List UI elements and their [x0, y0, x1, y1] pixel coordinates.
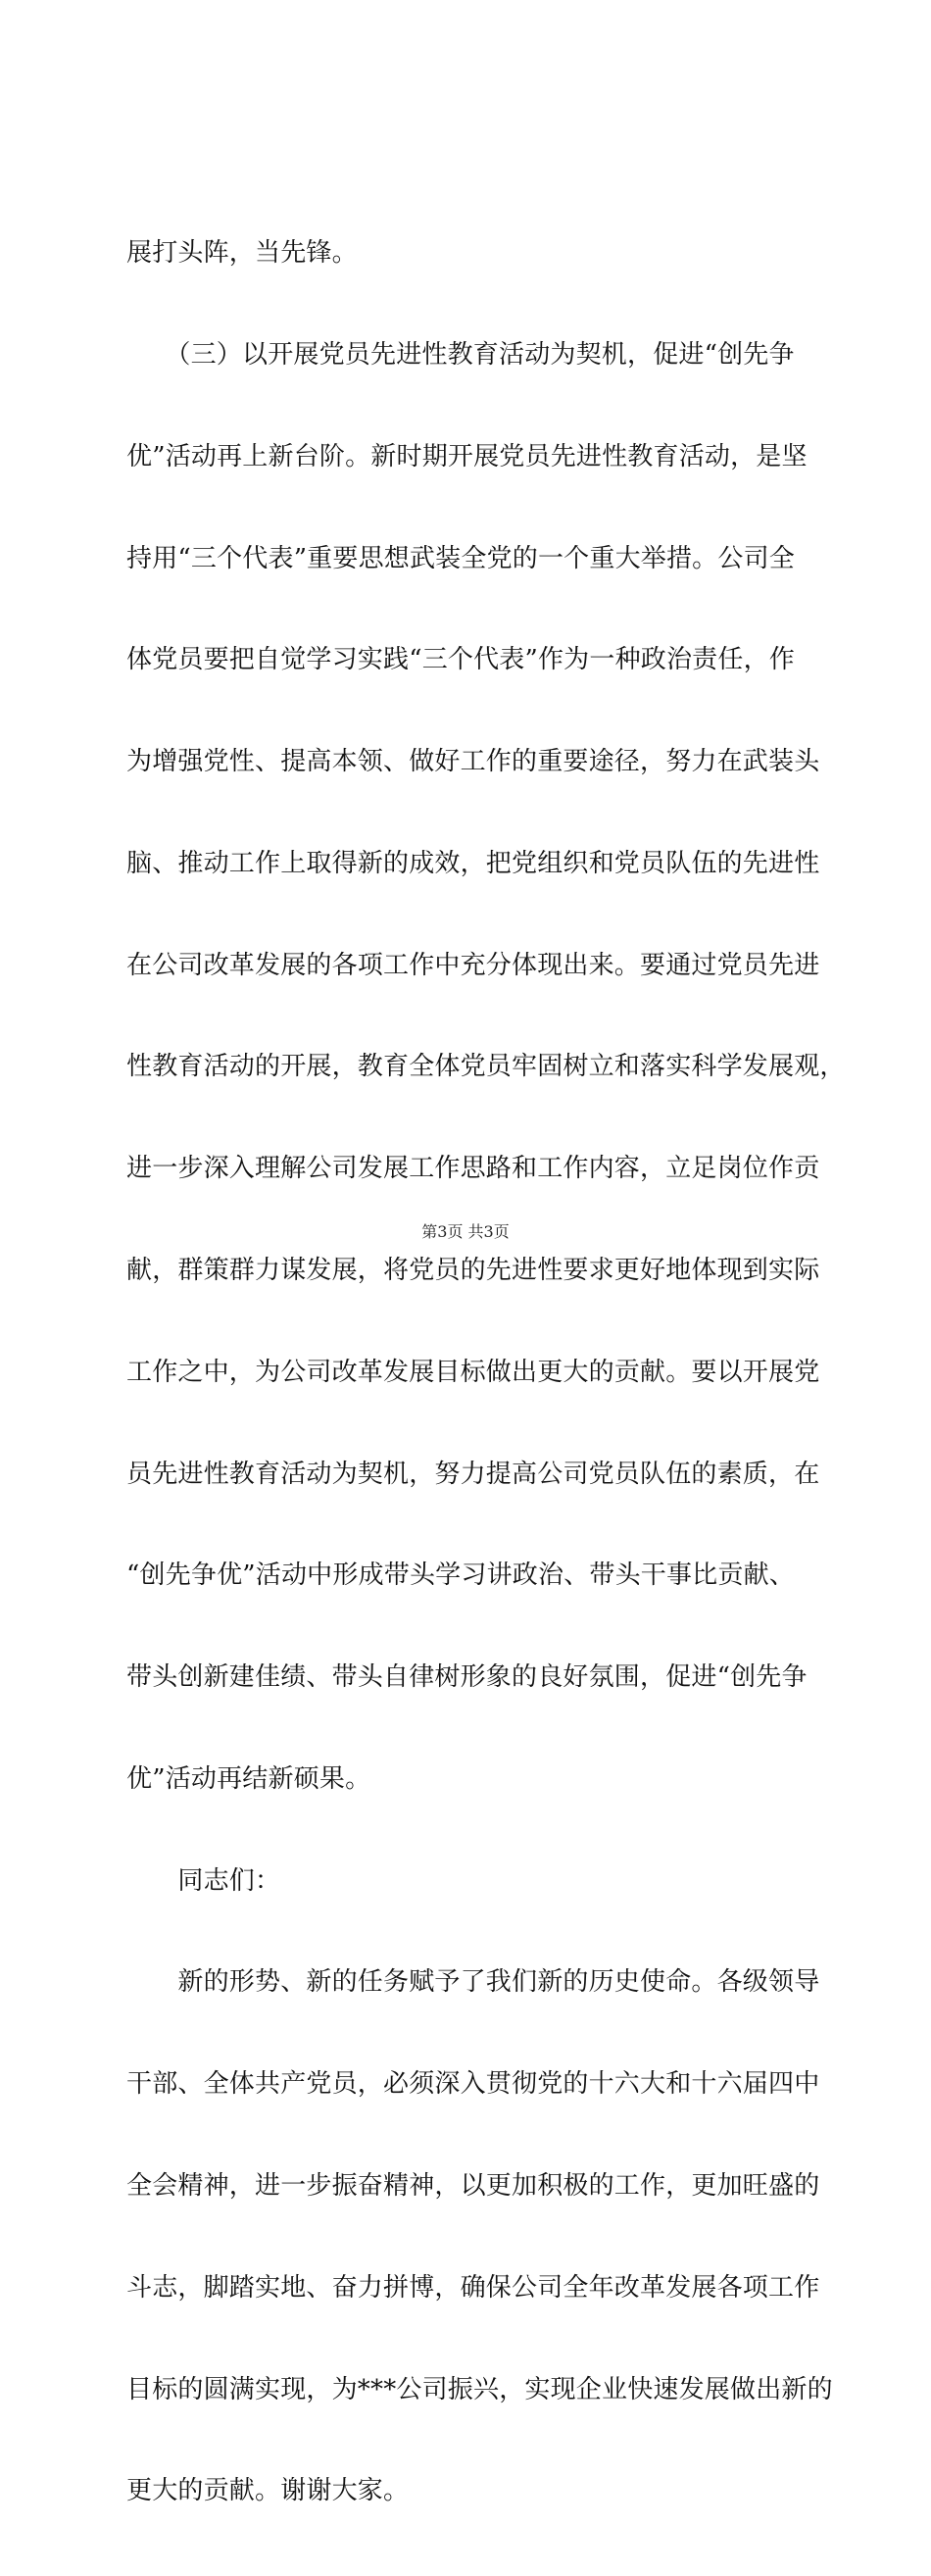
text-line: 带头创新建佳绩、带头自律树形象的良好氛围，促进“创先争 — [126, 1662, 808, 1693]
text-line: 新的形势、新的任务赋予了我们新的历史使命。各级领导 — [126, 1967, 820, 1998]
text-line: 在公司改革发展的各项工作中充分体现出来。要通过党员先进 — [126, 950, 820, 980]
document-body — [126, 169, 846, 2576]
text-line: “创先争优”活动中形成带头学习讲政治、带头干事比贡献、 — [126, 1560, 795, 1591]
text-line: 同志们： — [126, 1865, 281, 1896]
text-line: 员先进性教育活动为契机，努力提高公司党员队伍的素质，在 — [126, 1459, 820, 1489]
text-line: 为增强党性、提高本领、做好工作的重要途径，努力在武装头 — [126, 747, 820, 777]
text-line: 进一步深入理解公司发展工作思路和工作内容，立足岗位作贡 — [126, 1154, 820, 1184]
text-line: 全会精神，进一步振奋精神，以更加积极的工作，更加旺盛的 — [126, 2171, 820, 2202]
text-line: （三）以开展党员先进性教育活动为契机，促进“创先争 — [126, 339, 795, 370]
text-line: 优”活动再上新台阶。新时期开展党员先进性教育活动，是坚 — [126, 441, 808, 471]
text-line: 目标的圆满实现，为***公司振兴，实现企业快速发展做出新的 — [126, 2374, 833, 2404]
text-line: 优”活动再结新硕果。 — [126, 1763, 371, 1794]
text-line: 脑、推动工作上取得新的成效，把党组织和党员队伍的先进性 — [126, 848, 820, 878]
text-line: 工作之中，为公司改革发展目标做出更大的贡献。要以开展党 — [126, 1357, 820, 1387]
text-line: 体党员要把自觉学习实践“三个代表”作为一种政治责任，作 — [126, 645, 795, 675]
text-line: 更大的贡献。谢谢大家。 — [126, 2476, 410, 2506]
text-line: 献，群策群力谋发展，将党员的先进性要求更好地体现到实际 — [126, 1256, 820, 1285]
text-line: 持用“三个代表”重要思想武装全党的一个重大举措。公司全 — [126, 543, 795, 573]
text-line: 展打头阵，当先锋。 — [126, 238, 358, 269]
text-line: 干部、全体共产党员，必须深入贯彻党的十六大和十六届四中 — [126, 2069, 820, 2100]
page-footer: 第3页 共3页 — [421, 1222, 510, 1241]
text-line: 斗志，脚踏实地、奋力拼博，确保公司全年改革发展各项工作 — [126, 2272, 820, 2303]
text-line: 性教育活动的开展，教育全体党员牢固树立和落实科学发展观， — [126, 1052, 846, 1082]
